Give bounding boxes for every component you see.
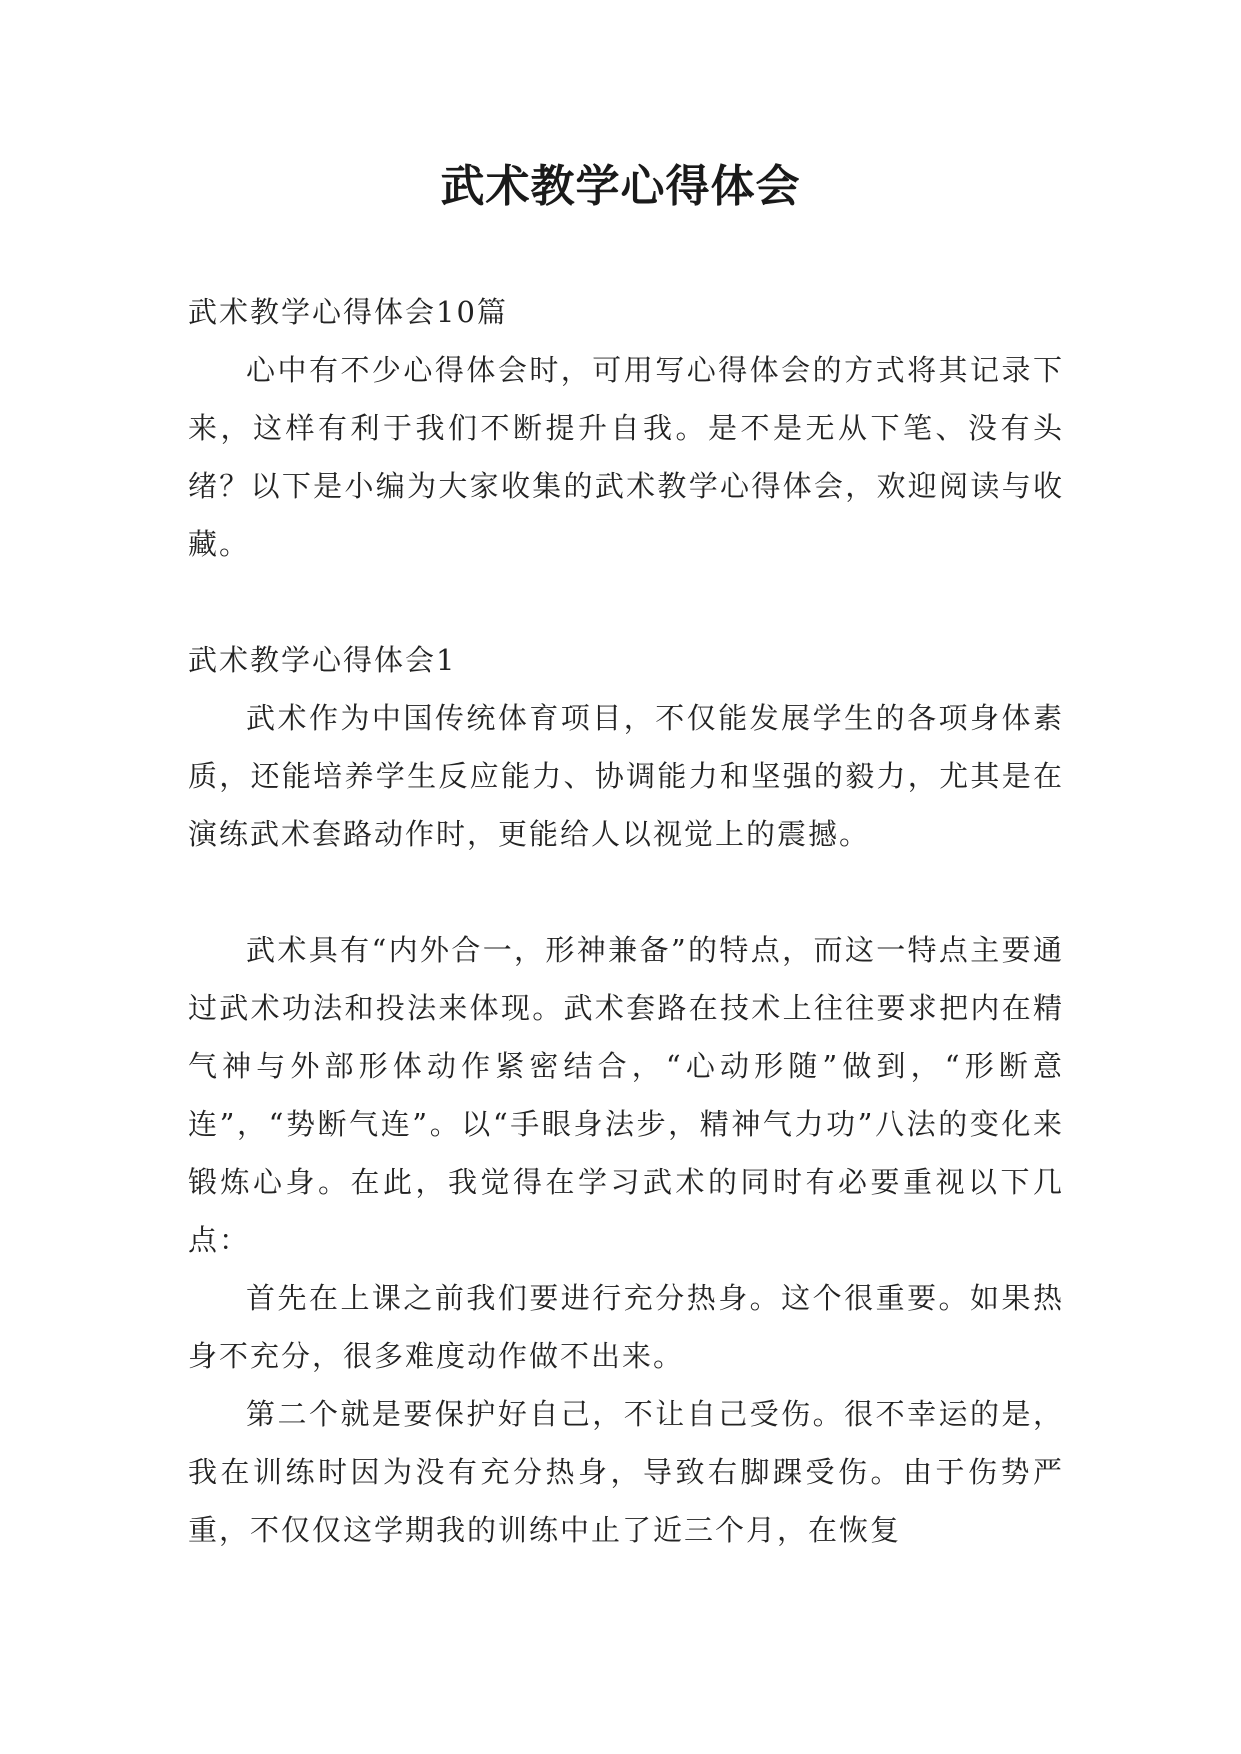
section-heading: 武术教学心得体会1 bbox=[188, 643, 457, 677]
paragraph-spacer bbox=[188, 573, 1064, 631]
body-paragraph-3: 首先在上课之前我们要进行充分热身。这个很重要。如果热身不充分，很多难度动作做不出来。 bbox=[188, 1281, 1064, 1373]
document-title: 武术教学心得体会 bbox=[440, 161, 801, 212]
document-body bbox=[188, 283, 1064, 1559]
paragraph-spacer bbox=[188, 863, 1064, 921]
body-paragraph-1: 武术作为中国传统体育项目，不仅能发展学生的各项身体素质，还能培养学生反应能力、协调能力和坚强的毅力，尤其是在演练武术套路动作时，更能给人以视觉上的震撼。 bbox=[188, 701, 1064, 851]
body-paragraph-4: 第二个就是要保护好自己，不让自己受伤。很不幸运的是，我在训练时因为没有充分热身，导致右脚踝受伤。由于伤势严重，不仅仅这学期我的训练中止了近三个月，在恢复 bbox=[188, 1397, 1064, 1547]
body-paragraph-2: 武术具有“内外合一，形神兼备”的特点，而这一特点主要通过武术功法和投法来体现。武术套路在技术上往往要求把内在精气神与外部形体动作紧密结合，“心动形随”做到，“形断意连”，“势断气连”。以“手眼身法步，精神气力功”八法的变化来锻炼心身。在此，我觉得在学习武术的同时有必要重视以下几点： bbox=[188, 933, 1064, 1257]
document-subtitle: 武术教学心得体会10篇 bbox=[188, 295, 508, 329]
intro-paragraph: 心中有不少心得体会时，可用写心得体会的方式将其记录下来，这样有利于我们不断提升自我。是不是无从下笔、没有头绪？以下是小编为大家收集的武术教学心得体会，欢迎阅读与收藏。 bbox=[188, 353, 1064, 561]
